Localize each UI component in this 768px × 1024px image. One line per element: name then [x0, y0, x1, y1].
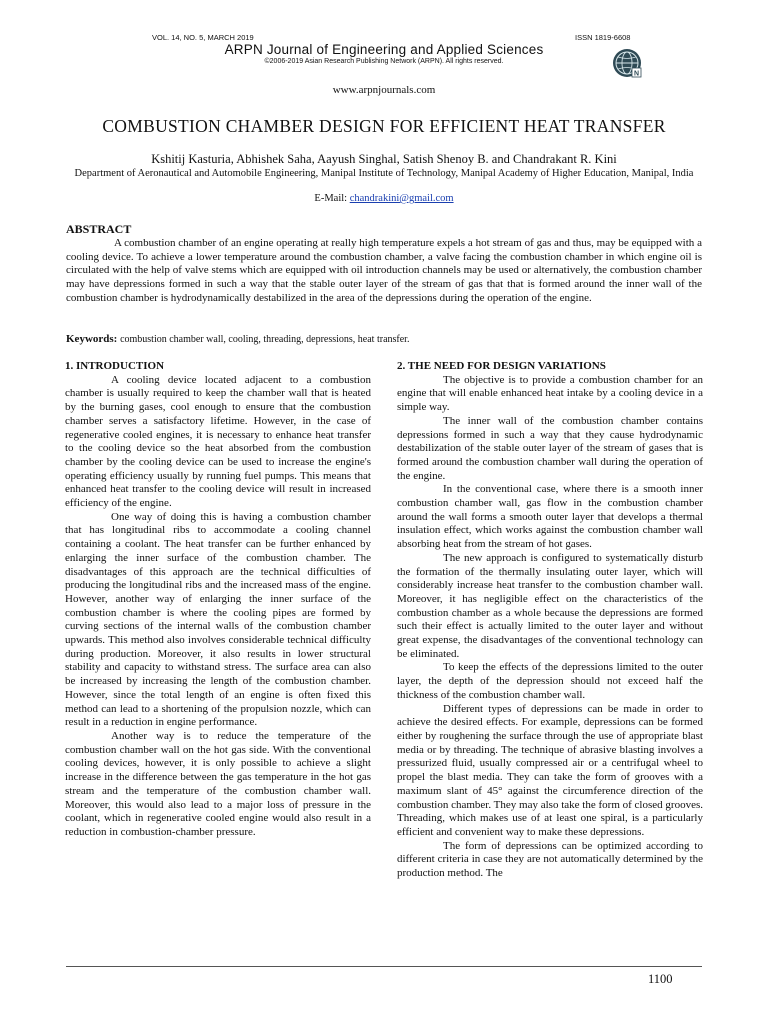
paragraph: The new approach is configured to systematically disturb the formation of the thermally insulating outer layer, which will considerably increase heat transfer to the combustion chamber wall. Moreover, it has negligible effect on the characteristics of the combustion chamber as a whole because the depressions are formed such their effect is actually limited to the outer layer and without great expense, the disadvantages of the conventional technology can be eliminated.	[397, 551, 703, 660]
affiliation: Department of Aeronautical and Automobile Engineering, Manipal Institute of Technology, Manipal Academy of Higher Education, Manipal, India	[74, 168, 694, 179]
journal-name: ARPN Journal of Engineering and Applied Sciences	[224, 42, 544, 57]
journal-url[interactable]: www.arpnjournals.com	[332, 84, 436, 96]
section-heading-design-variations: 2. THE NEED FOR DESIGN VARIATIONS	[397, 360, 606, 372]
paragraph: The form of depressions can be optimized according to different criteria in case they are not automatically determined by the production method. The	[397, 839, 703, 880]
copyright-notice: ©2006-2019 Asian Research Publishing Network (ARPN). All rights reserved.	[264, 58, 504, 65]
keywords-label: Keywords:	[66, 333, 118, 345]
paragraph: The objective is to provide a combustion chamber for an engine that will enable enhanced heat intake by a cooling device in a simple way.	[397, 373, 703, 414]
paper-title: COMBUSTION CHAMBER DESIGN FOR EFFICIENT HEAT TRANSFER	[102, 116, 666, 136]
issn: ISSN 1819-6608	[575, 33, 631, 42]
right-column	[397, 360, 703, 881]
paragraph: To keep the effects of the depressions limited to the outer layer, the depth of the depression should not exceed half the thickness of the combustion chamber wall.	[397, 661, 703, 701]
paragraph: In the conventional case, where there is a smooth inner combustion chamber wall, gas flow in the combustion chamber around the wall forms a smooth outer layer that develops a thermal insulation effect, which works against the combustion chamber wall absorbing heat from the stream of hot gases.	[397, 483, 703, 551]
section-heading-introduction: 1. INTRODUCTION	[65, 360, 165, 372]
paragraph: A cooling device located adjacent to a combustion chamber is usually required to keep the chamber wall that is heated by the burning gases, cool enough to ensure that the combustion chamber serves a satisfactory lifetime. However, in the case of regenerative cooled engines, it is necessary to enhance heat transfer to the cooling device so the heat absorbed from the combustion chamber by the cooling device can be used to increase the engine's operating efficiency usually by running fuel pumps. This means that enhanced heat transfer to the cooling device will result in increased efficiency of the engine.	[65, 373, 371, 510]
paragraph: Different types of depressions can be made in order to achieve the desired effects. For example, depressions can be formed either by roughening the surface through the use of appropriate blast media or by threading. The technique of abrasive blasting involves a pressurized fluid, usually compressed air or a centrifugal wheel to propel the blast media. They can take the form of grooves with a maximum slant of 45° against the circumference direction of the combustion chamber. They may also take the form of closed grooves. Threading, which makes use of at least one spiral, is a particularly efficient and convenient way to make these depressions.	[397, 702, 703, 838]
email-label: E-Mail:	[314, 193, 348, 204]
left-column	[65, 360, 371, 840]
footer-divider	[66, 966, 702, 967]
abstract-text: A combustion chamber of an engine operating at really high temperature expels a hot stream of gas and thus, may be equipped with a cooling device. To achieve a lower temperature around the combustion chamber, a valve facing the combustion chamber in which engine oil is circulated with the help of valve stems which are equipped with oil introduction channels may be used or alternatively, the combustion chamber may have depressions formed in such a way that the stable outer layer of the stream of gas that that is formed around the inner wall of the combustion chamber is hydrodynamically destabilized in the area of the depressions during the operation of the engine.	[66, 237, 702, 304]
author-list: Kshitij Kasturia, Abhishek Saha, Aayush Singhal, Satish Shenoy B. and Chandrakant R. Kini	[151, 152, 617, 166]
svg-text:N: N	[633, 70, 640, 78]
paragraph: One way of doing this is having a combustion chamber that has longitudinal ribs to accommodate a cooling channel containing a coolant. The heat transfer can be further enhanced by enlarging the inner surface of the combustion chamber. The disadvantages of this approach are the technical difficulties of producing the longitudinal ribs and the increased mass of the engine. However, another way of enlarging the inner surface of the combustion chamber is where the cooling pipes are formed by curving sections of the internal walls of the combustion chamber upwards. This method also involves considerable technical difficulty during production. Moreover, it also results in lower structural stability and capacity to withstand stress. The surface area can also be increased by increasing the length of the combustion chamber. However, since the total length of an engine is often fixed this method can lead to a shortening of the propulsion nozzle, which can result in a reduction in engine performance.	[65, 510, 371, 729]
keywords-text: combustion chamber wall, cooling, threading, depressions, heat transfer.	[120, 334, 410, 345]
abstract-heading: ABSTRACT	[66, 222, 132, 236]
paragraph: The inner wall of the combustion chamber contains depressions formed in such a way that they cause hydrodynamic destabilization of the stable outer layer of the stream of gases that is formed around the combustion chamber wall during the operation of the engine.	[397, 414, 703, 482]
keywords-line	[66, 333, 409, 345]
email-link[interactable]: chandrakini@gmail.com	[349, 193, 454, 204]
arpn-globe-logo-icon	[612, 48, 642, 78]
email-line	[0, 193, 768, 204]
volume-info: VOL. 14, NO. 5, MARCH 2019	[152, 33, 254, 42]
page-number: 1100	[648, 972, 673, 986]
paragraph: Another way is to reduce the temperature of the combustion chamber wall on the hot gas side. With the conventional cooling devices, however, it is only possible to achieve a slight increase in the difference between the gas temperature in the hot gas stream and the temperature of the combustion chamber wall. Moreover, this would also lead to a major loss of pressure in the coolant, which in regenerative cooled engine would also result in a reduction in combustion-chamber pressure.	[65, 729, 371, 838]
